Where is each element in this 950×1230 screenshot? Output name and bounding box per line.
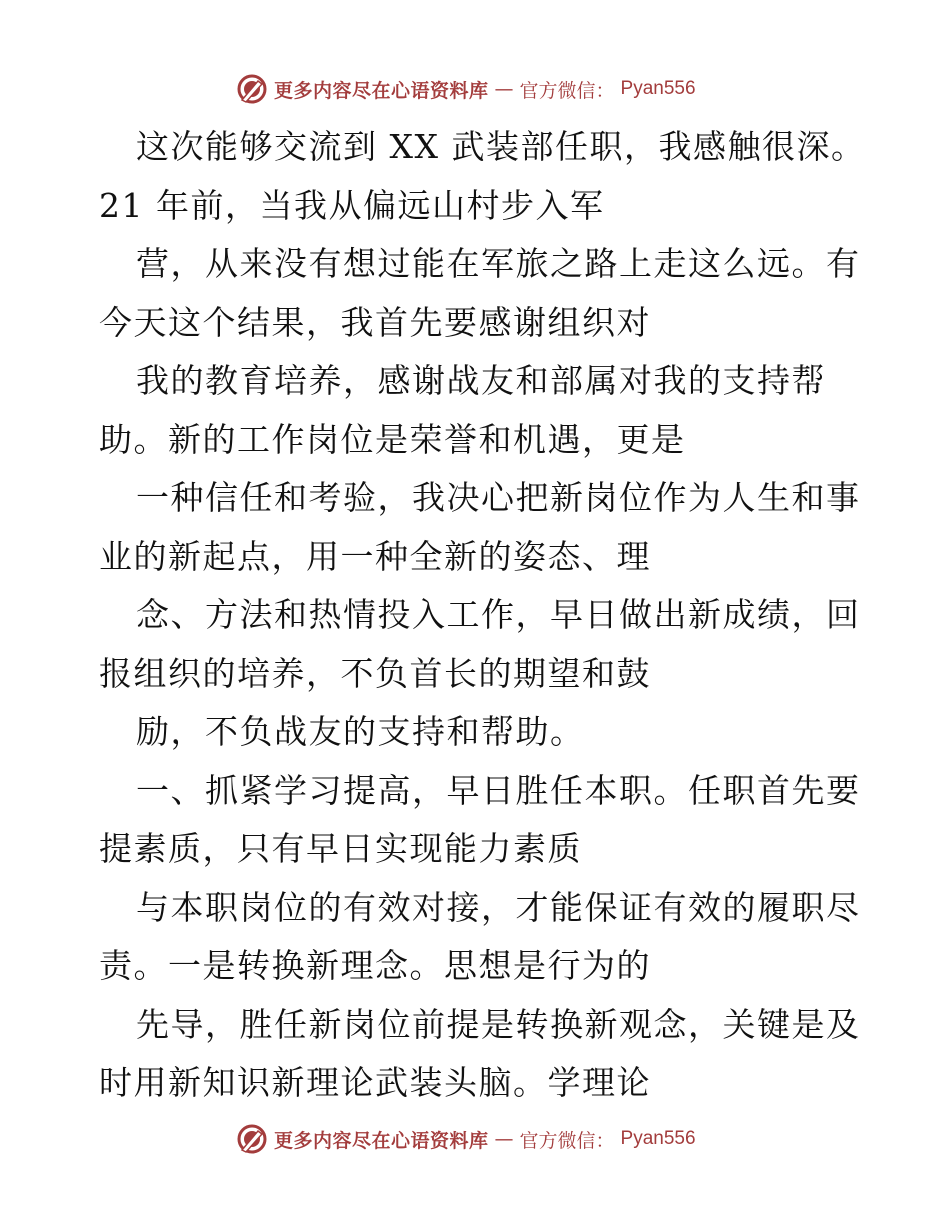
text-line-9: 念、方法和热情投入工作，早日做出新成绩，回 <box>136 595 861 634</box>
text-line-7: 一种信任和考验，我决心把新岗位作为人生和事 <box>136 478 861 517</box>
header-wechat-id: Pyan556 <box>620 78 696 99</box>
header-wechat-label: 官方微信： <box>519 79 615 102</box>
text-line-1: 这次能够交流到 XX 武装部任职，我感触很深。 <box>136 127 866 166</box>
text-line-4: 今天这个结果，我首先要感谢组织对 <box>99 302 651 342</box>
pen-circle-logo-icon <box>236 1123 268 1155</box>
text-line-11: 励，不负战友的支持和帮助。 <box>136 712 585 751</box>
text-line-6: 助。新的工作岗位是荣誉和机遇，更是 <box>99 419 686 459</box>
text-line-12: 一、抓紧学习提高，早日胜任本职。任职首先要 <box>136 770 861 810</box>
text-line-5: 我的教育培养，感谢战友和部属对我的支持帮 <box>136 361 826 400</box>
pen-circle-logo-icon <box>236 73 268 105</box>
text-line-3: 营，从来没有想过能在军旅之路上走这么远。有 <box>136 244 861 283</box>
text-line-2: 21 年前，当我从偏远山村步入军 <box>99 185 605 225</box>
text-line-16: 先导，胜任新岗位前提是转换新观念，关键是及 <box>136 1004 861 1044</box>
text-line-14: 与本职岗位的有效对接，才能保证有效的履职尽 <box>136 887 861 927</box>
text-line-13: 提素质，只有早日实现能力素质 <box>99 829 582 868</box>
text-line-10: 报组织的培养，不负首长的期望和鼓 <box>99 653 651 693</box>
header-banner-text: 更多内容尽在心语资料库 <box>274 79 489 102</box>
header-banner <box>236 72 696 106</box>
footer-banner-separator: — <box>494 1128 514 1150</box>
footer-wechat-label: 官方微信： <box>519 1129 615 1152</box>
footer-banner <box>236 1122 696 1156</box>
footer-banner-text: 更多内容尽在心语资料库 <box>274 1129 489 1152</box>
text-line-15: 责。一是转换新理念。思想是行为的 <box>99 946 651 985</box>
text-line-17: 时用新知识新理论武装头脑。学理论 <box>99 1063 651 1102</box>
text-line-8: 业的新起点，用一种全新的姿态、理 <box>99 536 651 576</box>
header-banner-separator: — <box>494 78 514 100</box>
footer-wechat-id: Pyan556 <box>620 1128 696 1149</box>
document-body <box>99 118 866 1113</box>
